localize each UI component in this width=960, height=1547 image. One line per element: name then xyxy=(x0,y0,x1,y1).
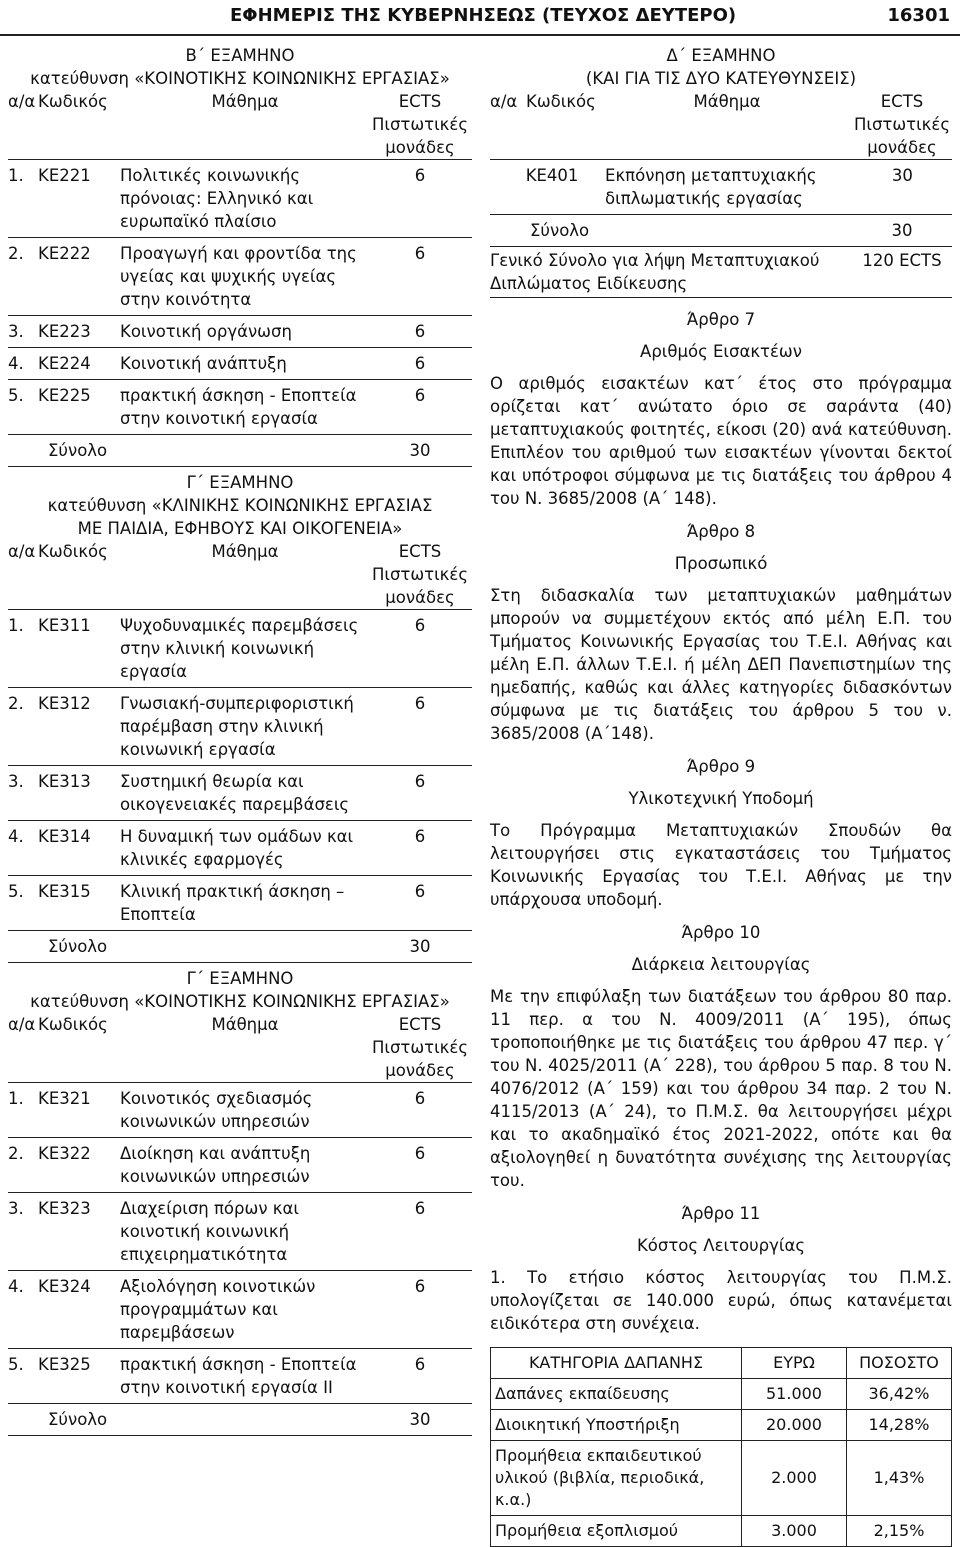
article-subtitle: Διάρκεια λειτουργίας xyxy=(631,955,811,974)
row-aa: 3. xyxy=(8,1199,24,1218)
row-aa: 5. xyxy=(8,882,24,901)
course-rows xyxy=(8,159,472,434)
row-title: Αξιολόγηση κοινοτικών προγραμμάτων και παρεμβάσεων xyxy=(120,1277,316,1342)
table-row xyxy=(8,1137,472,1192)
table-row xyxy=(8,875,472,930)
row-aa: 1. xyxy=(8,1089,24,1108)
row-aa: 1. xyxy=(8,616,24,635)
row-ects: 30 xyxy=(891,166,913,185)
row-ects: 6 xyxy=(414,772,426,791)
col-course: Μάθημα xyxy=(211,92,279,111)
row-title: Κοινοτική οργάνωση xyxy=(120,322,292,341)
col-ects: ECTS Πιστωτικές μονάδες xyxy=(371,1015,469,1080)
gazette-title: ΕΦΗΜΕΡΙΣ ΤΗΣ ΚΥΒΕΡΝΗΣΕΩΣ (ΤΕΥΧΟΣ ΔΕΥΤΕΡΟ) xyxy=(230,5,737,26)
table-row xyxy=(8,237,472,315)
cell-euro: 3.000 xyxy=(742,1516,847,1547)
cell-euro: 20.000 xyxy=(742,1410,847,1441)
row-ects: 6 xyxy=(414,166,426,185)
section-subtitle: (ΚΑΙ ΓΙΑ ΤΙΣ ΔΥΟ ΚΑΤΕΥΘΥΝΣΕΙΣ) xyxy=(585,69,857,88)
article-heading: Άρθρο 9 xyxy=(686,757,756,776)
row-aa: 4. xyxy=(8,827,24,846)
right-column xyxy=(490,44,952,1547)
cell-euro: 51.000 xyxy=(742,1379,847,1410)
article-10 xyxy=(490,921,952,1192)
row-code: ΚΕ323 xyxy=(38,1199,91,1218)
row-aa xyxy=(490,164,526,210)
row-aa: 2. xyxy=(8,244,24,263)
section-subtitle-2: ΜΕ ΠΑΙΔΙΑ, ΕΦΗΒΟΥΣ ΚΑΙ ΟΙΚΟΓΕΝΕΙΑ» xyxy=(77,519,403,538)
row-title: πρακτική άσκηση - Εποπτεία στην κοινοτική εργασία xyxy=(120,386,357,428)
table-row xyxy=(8,347,472,379)
row-aa: 2. xyxy=(8,694,24,713)
row-ects: 6 xyxy=(414,1089,426,1108)
grand-total-value: 120 ECTS xyxy=(862,251,942,270)
row-ects: 6 xyxy=(414,1199,426,1218)
row-title: Διοίκηση και ανάπτυξη κοινωνικών υπηρεσιών xyxy=(120,1144,311,1186)
table-row xyxy=(8,315,472,347)
article-text: 1. Το ετήσιο κόστος λειτουργίας του Π.Μ.Σ. υπολογίζεται σε 140.000 ευρώ, όπως κατανέμεται ειδικότερα στη συνέχεια. xyxy=(490,1268,952,1333)
table-header xyxy=(8,540,472,609)
table-row xyxy=(8,765,472,820)
row-code: ΚΕ224 xyxy=(38,354,91,373)
row-title: Κοινοτικός σχεδιασμός κοινωνικών υπηρεσιών xyxy=(120,1089,313,1131)
col-category: ΚΑΤΗΓΟΡΙΑ ΔΑΠΑΝΗΣ xyxy=(491,1348,742,1379)
col-aa: α/α xyxy=(8,542,36,561)
row-code: ΚΕ401 xyxy=(525,166,579,185)
cell-percent: 1,43% xyxy=(847,1441,952,1516)
cell-category: Προμήθεια εκπαιδευτικού υλικού (βιβλία, περιοδικά, κ.α.) xyxy=(491,1441,742,1516)
cell-category: Προμήθεια εξοπλισμού xyxy=(491,1516,742,1547)
article-heading: Άρθρο 10 xyxy=(681,923,761,942)
col-course: Μάθημα xyxy=(211,542,279,561)
article-11 xyxy=(490,1202,952,1335)
col-percent: ΠΟΣΟΣΤΟ xyxy=(847,1348,952,1379)
row-code: ΚΕ321 xyxy=(38,1089,91,1108)
row-code: ΚΕ314 xyxy=(38,827,91,846)
row-ects: 6 xyxy=(414,386,426,405)
cost-table xyxy=(490,1347,952,1547)
row-ects: 6 xyxy=(414,882,426,901)
table-header xyxy=(490,90,952,159)
course-rows xyxy=(8,609,472,930)
table-row xyxy=(491,1379,952,1410)
section-title: Β΄ ΕΞΑΜΗΝΟ xyxy=(185,46,295,65)
row-code: ΚΕ311 xyxy=(38,616,91,635)
row-aa: 4. xyxy=(8,1277,24,1296)
col-euro: ΕΥΡΩ xyxy=(742,1348,847,1379)
row-code: ΚΕ315 xyxy=(38,882,91,901)
row-code: ΚΕ322 xyxy=(38,1144,91,1163)
cell-category: Διοικητική Υποστήριξη xyxy=(491,1410,742,1441)
semester-b-community xyxy=(8,44,472,467)
semester-d xyxy=(490,44,952,298)
left-column xyxy=(8,44,472,1436)
table-row xyxy=(490,159,952,214)
row-code: ΚΕ312 xyxy=(38,694,91,713)
row-aa: 3. xyxy=(8,772,24,791)
total-value: 30 xyxy=(409,937,431,956)
row-title: Πολιτικές κοινωνικής πρόνοιας: Ελληνικό και ευρωπαϊκό πλαίσιο xyxy=(120,166,314,231)
table-row xyxy=(8,687,472,765)
cell-euro: 2.000 xyxy=(742,1441,847,1516)
total-label: Σύνολο xyxy=(530,221,590,240)
table-row xyxy=(491,1410,952,1441)
cell-percent: 14,28% xyxy=(847,1410,952,1441)
article-subtitle: Προσωπικό xyxy=(674,554,768,573)
article-heading: Άρθρο 8 xyxy=(686,522,756,541)
cell-category: Δαπάνες εκπαίδευσης xyxy=(491,1379,742,1410)
row-ects: 6 xyxy=(414,244,426,263)
table-header xyxy=(8,1013,472,1082)
col-code: Κωδικός xyxy=(526,92,596,111)
section-subtitle: κατεύθυνση «ΚΟΙΝΟΤΙΚΗΣ ΚΟΙΝΩΝΙΚΗΣ ΕΡΓΑΣΙΑΣ» xyxy=(30,992,450,1011)
row-aa: 3. xyxy=(8,322,24,341)
row-aa: 4. xyxy=(8,354,24,373)
table-row xyxy=(8,379,472,434)
row-code: ΚΕ325 xyxy=(38,1355,91,1374)
table-row xyxy=(491,1441,952,1516)
row-ects: 6 xyxy=(414,1277,426,1296)
grand-total-label: Γενικό Σύνολο για λήψη Μεταπτυχιακού Διπλώματος Ειδίκευσης xyxy=(490,251,820,293)
article-9 xyxy=(490,755,952,911)
total-value: 30 xyxy=(891,221,913,240)
row-title: Διαχείριση πόρων και κοινοτική κοινωνική επιχειρηματικότητα xyxy=(120,1199,299,1264)
row-code: ΚΕ313 xyxy=(38,772,91,791)
page-number: 16301 xyxy=(887,5,950,26)
table-row xyxy=(8,159,472,237)
row-aa: 2. xyxy=(8,1144,24,1163)
article-subtitle: Υλικοτεχνική Υποδομή xyxy=(628,789,814,808)
row-code: ΚΕ221 xyxy=(38,166,91,185)
total-row xyxy=(8,434,472,467)
row-title: Εκπόνηση μεταπτυχιακής διπλωματικής εργασίας xyxy=(605,166,817,208)
row-code: ΚΕ222 xyxy=(38,244,91,263)
header-rule xyxy=(0,34,960,36)
col-code: Κωδικός xyxy=(38,1015,108,1034)
row-aa: 1. xyxy=(8,166,24,185)
row-ects: 6 xyxy=(414,1144,426,1163)
row-ects: 6 xyxy=(414,827,426,846)
article-subtitle: Κόστος Λειτουργίας xyxy=(636,1236,806,1255)
table-row xyxy=(8,1192,472,1270)
col-ects: ECTS Πιστωτικές μονάδες xyxy=(853,92,951,157)
col-aa: α/α xyxy=(490,92,518,111)
row-title: πρακτική άσκηση - Εποπτεία στην κοινοτική εργασία II xyxy=(120,1355,357,1397)
article-7 xyxy=(490,308,952,510)
table-row xyxy=(8,1270,472,1348)
row-aa: 5. xyxy=(8,386,24,405)
article-text: Το Πρόγραμμα Μεταπτυχιακών Σπουδών θα λειτουργήσει στις εγκαταστάσεις του Τμήματος Κοινωνικής Εργασίας του Τ.Ε.Ι. Αθήνας με την υπάρχουσα υποδομή. xyxy=(490,821,952,909)
course-rows xyxy=(8,1082,472,1403)
row-code: ΚΕ324 xyxy=(38,1277,91,1296)
section-title: Δ΄ ΕΞΑΜΗΝΟ xyxy=(666,46,776,65)
row-title: Κοινοτική ανάπτυξη xyxy=(120,354,287,373)
row-ects: 6 xyxy=(414,694,426,713)
total-row xyxy=(490,214,952,246)
row-title: Προαγωγή και φροντίδα της υγείας και ψυχικής υγείας στην κοινότητα xyxy=(120,244,357,309)
table-row xyxy=(8,1348,472,1403)
table-header-row xyxy=(491,1348,952,1379)
col-course: Μάθημα xyxy=(211,1015,279,1034)
cell-percent: 36,42% xyxy=(847,1379,952,1410)
cell-percent: 2,15% xyxy=(847,1516,952,1547)
total-label: Σύνολο xyxy=(48,937,108,956)
total-row xyxy=(8,1403,472,1436)
row-ects: 6 xyxy=(414,322,426,341)
section-title: Γ΄ ΕΞΑΜΗΝΟ xyxy=(186,473,294,492)
col-code: Κωδικός xyxy=(38,542,108,561)
row-ects: 6 xyxy=(414,1355,426,1374)
article-heading: Άρθρο 11 xyxy=(681,1204,761,1223)
table-header xyxy=(8,90,472,159)
col-code: Κωδικός xyxy=(38,92,108,111)
row-ects: 6 xyxy=(414,354,426,373)
table-row xyxy=(491,1516,952,1547)
section-subtitle: κατεύθυνση «ΚΟΙΝΟΤΙΚΗΣ ΚΟΙΝΩΝΙΚΗΣ ΕΡΓΑΣΙΑΣ» xyxy=(30,69,450,88)
article-text: Με την επιφύλαξη των διατάξεων του άρθρου 80 παρ. 11 περ. α του Ν. 4009/2011 (Α΄ 195), όπως τροποποιήθηκε με τις διατάξεις του άρθρου 47 περ. γ΄ του Ν. 4025/2011 (Α΄ 228), του άρθρου 5 παρ. 8 του Ν. 4076/2012 (Α΄ 159) και του άρθρου 34 παρ. 2 του Ν. 4115/2013 (Α΄ 24), το Π.Μ.Σ. θα λειτουργήσει μέχρι και το ακαδημαϊκό έτος 2021-2022, οπότε και θα αξιολογηθεί η δυνατότητα συνέχισης της λειτουργίας του. xyxy=(490,987,952,1190)
semester-c-clinical xyxy=(8,471,472,963)
col-ects: ECTS Πιστωτικές μονάδες xyxy=(371,92,469,157)
table-row xyxy=(8,820,472,875)
section-subtitle: κατεύθυνση «ΚΛΙΝΙΚΗΣ ΚΟΙΝΩΝΙΚΗΣ ΕΡΓΑΣΙΑΣ xyxy=(47,496,433,515)
row-title: Κλινική πρακτική άσκηση – Εποπτεία xyxy=(120,882,345,924)
row-title: Ψυχοδυναμικές παρεμβάσεις στην κλινική κοινωνική εργασία xyxy=(120,616,359,681)
col-course: Μάθημα xyxy=(693,92,761,111)
row-title: Η δυναμική των ομάδων και κλινικές εφαρμογές xyxy=(120,827,354,869)
section-title: Γ΄ ΕΞΑΜΗΝΟ xyxy=(186,969,294,988)
col-aa: α/α xyxy=(8,92,36,111)
total-value: 30 xyxy=(409,441,431,460)
total-value: 30 xyxy=(409,1410,431,1429)
total-label: Σύνολο xyxy=(48,1410,108,1429)
row-aa: 5. xyxy=(8,1355,24,1374)
article-8 xyxy=(490,520,952,745)
table-row xyxy=(8,1082,472,1137)
article-subtitle: Αριθμός Εισακτέων xyxy=(640,342,802,361)
col-aa: α/α xyxy=(8,1015,36,1034)
semester-c-community xyxy=(8,967,472,1436)
article-heading: Άρθρο 7 xyxy=(686,310,756,329)
table-row xyxy=(8,609,472,687)
article-text: Στη διδασκαλία των μεταπτυχιακών μαθημάτων μπορούν να συμμετέχουν εκτός από μέλη Ε.Π. του Τμήματος Κοινωνικής Εργασίας του Τ.Ε.Ι. Αθήνας και μέλη Ε.Π. άλλων Τ.Ε.Ι. ή μέλη ΔΕΠ Πανεπιστημίων της ημεδαπής, καθώς και άλλες κατηγορίες διδασκόντων σύμφωνα με τις διατάξεις του άρθρου 5 του ν. 3685/2008 (Α΄148). xyxy=(490,586,952,743)
article-text: Ο αριθμός εισακτέων κατ΄ έτος στο πρόγραμμα ορίζεται κατ΄ ανώτατο όριο σε σαράντα (40) μεταπτυχιακούς φοιτητές, είκοσι (20) ανά κατεύθυνση. Επιπλέον του αριθμού των εισακτέων γίνονται δεκτοί και υπότροφοι σύμφωνα με τις διατάξεις του άρθρου 4 του Ν. 3685/2008 (Α΄ 148). xyxy=(490,374,952,508)
row-code: ΚΕ225 xyxy=(38,386,91,405)
col-ects: ECTS Πιστωτικές μονάδες xyxy=(371,542,469,607)
total-row xyxy=(8,930,472,963)
row-code: ΚΕ223 xyxy=(38,322,91,341)
row-title: Συστημική θεωρία και οικογενειακές παρεμβάσεις xyxy=(120,772,350,814)
row-title: Γνωσιακή-συμπεριφοριστική παρέμβαση στην κλινική κοινωνική εργασία xyxy=(120,694,354,759)
grand-total-row xyxy=(490,246,952,298)
total-label: Σύνολο xyxy=(48,441,108,460)
row-ects: 6 xyxy=(414,616,426,635)
page-header xyxy=(0,0,960,34)
